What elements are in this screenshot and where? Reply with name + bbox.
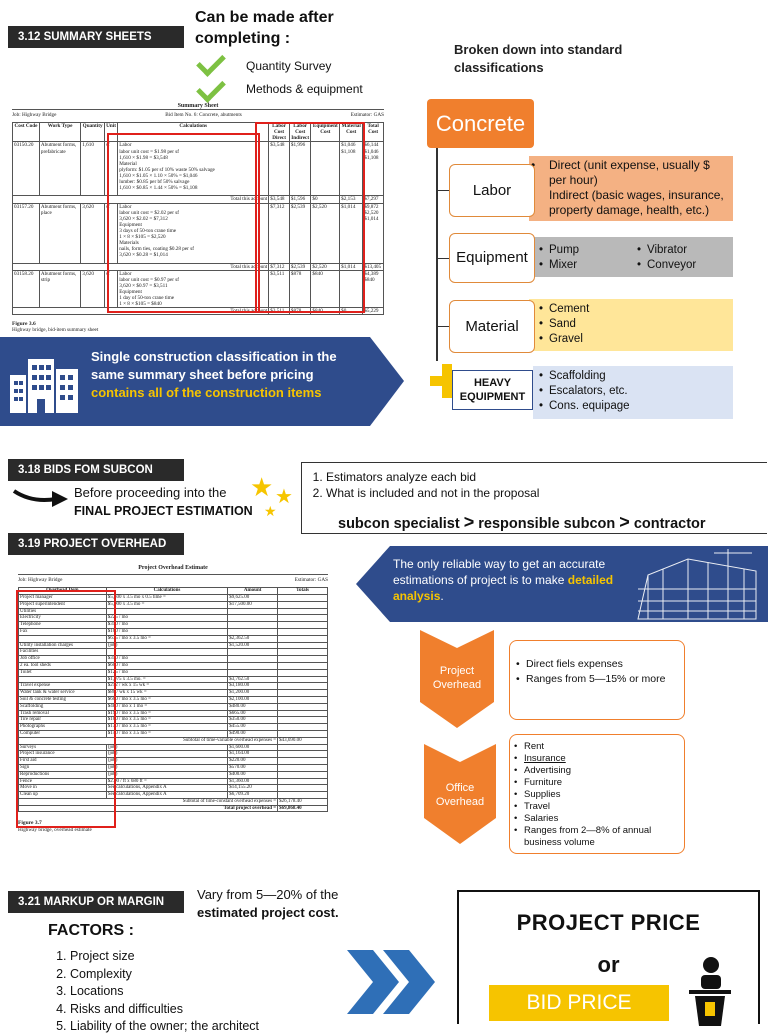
cell-totals [278, 751, 328, 758]
cell-code: 03150.20 [13, 142, 40, 196]
cell-totals [278, 676, 328, 683]
cell-amount [228, 662, 278, 669]
cell-totals [278, 635, 328, 642]
cell-unit: sf [104, 203, 117, 263]
heavy-item-scaffolding: • Scaffolding [537, 369, 733, 384]
cell-item: Trash removal [19, 710, 107, 717]
labor-details-box [529, 156, 733, 221]
cell-item: Fax [19, 628, 107, 635]
cell-amount: $1,164.00 [228, 751, 278, 758]
header-cost-code: Cost Code [13, 123, 40, 142]
equipment-details-box [529, 237, 733, 277]
section-label-3-21: 3.21 MARKUP OR MARGIN [8, 891, 184, 913]
cell-totals [278, 683, 328, 690]
cell-totals [278, 628, 328, 635]
cell-totals [278, 764, 328, 771]
final-estimation-text: FINAL PROJECT ESTIMATION [74, 504, 253, 518]
cell-amount [228, 628, 278, 635]
subtotal2-value: $26,178.40 [278, 798, 328, 805]
before-proceeding-text: Before proceeding into the [74, 485, 227, 500]
summary-sheet-estimator: Estimator: GAS [350, 112, 384, 119]
star-icon: ★ [250, 472, 274, 502]
office-overhead-item: • Rent [512, 741, 682, 753]
office-overhead-item: • Insurance [512, 753, 682, 765]
factors-title: FACTORS : [48, 922, 134, 939]
cell-indirect: $2,539 [289, 203, 311, 263]
vary-line1: Vary from 5—20% of the [197, 887, 339, 902]
cell-item: Electricity [19, 615, 107, 622]
star-icon: ★ [275, 486, 293, 508]
summary-heading-line1: Can be made after [195, 9, 334, 26]
cell-calc: $130 / mo x 3.5 mo = [106, 724, 228, 731]
bid-price-text: BID PRICE [489, 985, 669, 1021]
highlight-box-calculations [107, 133, 260, 313]
cell-calc: See calculations, Appendix A [106, 785, 228, 792]
cell-calc: $125 / mo [106, 669, 228, 676]
tree-connector [437, 190, 449, 191]
star-icon: ★ [264, 503, 277, 519]
cell-totals [278, 594, 328, 601]
subtotal-cell: $1,596 [289, 196, 311, 203]
header-material-cost: Material Cost [340, 123, 363, 142]
project-overhead-item-direct: • Direct fiels expenses [514, 657, 684, 672]
cell-qty: 1,610 [81, 142, 105, 196]
cell-amount: $400.00 [228, 771, 278, 778]
summary-sheet-job: Job: Highway Bridge [12, 112, 57, 119]
cell-totals [278, 662, 328, 669]
subtotal-cell: $840 [311, 308, 340, 315]
cell-calc: $600 / mo [106, 662, 228, 669]
cell-item: Surveys [19, 744, 107, 751]
cell-type: Abutment forms, prefabricate [39, 142, 80, 196]
cell-amount: $570.00 [228, 764, 278, 771]
cell-totals [278, 649, 328, 656]
cell-item: Reproductions [19, 771, 107, 778]
cell-item: Project insurance [19, 751, 107, 758]
office-overhead-label-line2: Overhead [435, 796, 485, 808]
cell-amount: $1,520.00 [228, 642, 278, 649]
cell-calc: See calculations, Appendix A [106, 792, 228, 799]
subtotal-cell: $0 [311, 196, 340, 203]
factor-locations: 3. Locations [70, 983, 259, 1001]
cell-calc: $190 / mo x 3.5 mo = [106, 710, 228, 717]
equipment-item-vibrator: • Vibrator [635, 243, 696, 258]
material-item-gravel: • Gravel [537, 332, 733, 347]
subtotal-label: Total this account [13, 196, 269, 203]
chain-contractor: contractor [633, 516, 706, 532]
subcon-list-item-2: 2. What is included and not in the proposal [326, 485, 539, 501]
cell-calc: $140 / mo x 3.5 mo = [106, 730, 228, 737]
building-sketch-icon [628, 549, 766, 621]
cell-code: 03157.20 [13, 203, 40, 263]
cell-calc: $1,075 x 3.5 mo. = [106, 676, 228, 683]
summary-banner-plain: Single construction classification in the same summary sheet before pricing [91, 349, 337, 382]
cell-qty: 3,620 [81, 270, 105, 308]
equipment-item-conveyor: • Conveyor [635, 258, 696, 273]
overhead-sheet-title: Project Overhead Estimate [18, 565, 328, 575]
material-item-sand: • Sand [537, 317, 733, 332]
project-price-box [457, 890, 760, 1024]
factor-liability: 5. Liability of the owner; the architect [70, 1018, 259, 1036]
subtotal-cell: $1,014 [340, 263, 363, 270]
chain-subcon-specialist: subcon specialist [338, 516, 460, 532]
labor-item-direct: • Direct (unit expense, usually $ per hour) [529, 158, 729, 188]
summary-banner-text [91, 348, 359, 402]
cell-totals [278, 690, 328, 697]
material-details-box [529, 299, 733, 351]
check-item-methods: Methods & equipment [246, 82, 363, 96]
cell-item: Clean up [19, 792, 107, 799]
subtotal-cell: $3,511 [269, 308, 290, 315]
cell-calc: $350 / mo [106, 656, 228, 663]
office-overhead-item: • Advertising [512, 765, 682, 777]
cell-amount [228, 608, 278, 615]
price-or-text: or [597, 952, 620, 977]
cell-mat: $1,014 [340, 203, 363, 263]
equipment-item-mixer: • Mixer [537, 258, 579, 273]
cell-amount [228, 656, 278, 663]
cell-calc: $80 / wk x 15 wk = [106, 690, 228, 697]
cell-calc: $350 / mo [106, 622, 228, 629]
cell-totals [278, 669, 328, 676]
office-overhead-label [424, 781, 496, 809]
header-labor-direct: Labor Cost Direct [269, 123, 290, 142]
equipment-pill: Equipment [449, 233, 535, 283]
subtotal-cell: $13,405 [363, 263, 384, 270]
cell-calc: $225 / mo [106, 615, 228, 622]
header-calculations: Calculations [118, 123, 269, 142]
subtotal-cell: $0 [340, 308, 363, 315]
highlight-box-costs [255, 122, 365, 313]
factor-risks: 4. Risks and difficulties [70, 1001, 259, 1019]
header-total-cost: Total Cost [363, 123, 384, 142]
cell-calc: $212 / wk x 15 wk = [106, 683, 228, 690]
factor-project-size: 1. Project size [70, 948, 259, 966]
cell-totals [278, 696, 328, 703]
cell-calc: $480 / mo x 1 mo = [106, 703, 228, 710]
cell-item: Travel expense [19, 683, 107, 690]
cell-calc: $600 / mo x 3.5 mo = [106, 696, 228, 703]
subtotal-cell: $878 [289, 308, 311, 315]
material-item-cement: • Cement [537, 302, 733, 317]
cell-amount [228, 615, 278, 622]
cell-calc [106, 608, 228, 615]
cell-totals [278, 758, 328, 765]
broken-down-text: Broken down into standard classifications [454, 42, 623, 75]
subtotal-cell: $7,312 [269, 263, 290, 270]
summary-sheet-bid-item: Bid Item No. 6: Concrete, abutments [165, 112, 242, 119]
curved-arrow-icon [12, 485, 70, 511]
cell-amount: $2,100.00 [228, 696, 278, 703]
cell-item: Job office [19, 656, 107, 663]
cell-equip: $840 [311, 270, 340, 308]
subtotal-cell: $2,539 [289, 263, 311, 270]
check-icon [196, 47, 226, 77]
subcon-list-item-1: 1. Estimators analyze each bid [326, 469, 539, 485]
cell-totals [278, 771, 328, 778]
office-overhead-item: • Travel [512, 801, 682, 813]
cell-amount: $3,762.50 [228, 676, 278, 683]
double-chevron-icon [345, 950, 437, 1014]
project-overhead-details [509, 640, 685, 720]
project-price-text: PROJECT PRICE [516, 910, 701, 935]
overhead-banner-plain: The only reliable way to get an accurate estimations of project is to make [393, 557, 606, 587]
cell-item: 2 ea. tool sheds [19, 662, 107, 669]
cell-item: Telephone [19, 622, 107, 629]
cell-unit: sf [104, 142, 117, 196]
cell-totals [278, 615, 328, 622]
cell-item: Move in [19, 785, 107, 792]
cell-calc: $100 / mo [106, 628, 228, 635]
cell-item: Photographs [19, 724, 107, 731]
cell-totals [278, 656, 328, 663]
material-pill: Material [449, 300, 535, 353]
labor-item-indirect: • Indirect (basic wages, insurance, property damage, health, etc.) [529, 188, 729, 218]
summary-heading-line2: completing : [195, 30, 291, 47]
cell-amount: $9,625.00 [228, 594, 278, 601]
cell-amount: $1,600.00 [228, 744, 278, 751]
header-labor-indirect: Labor Cost Indirect [291, 123, 310, 142]
cell-calc: (job) [106, 642, 228, 649]
cell-mat: $1,046 $1,108 [340, 142, 363, 196]
cell-unit: sf [104, 270, 117, 308]
overhead-figure-label: Figure 3.7 [18, 820, 42, 827]
cell-total: $4,389 $840 [363, 270, 384, 308]
heavy-label-line1: HEAVY [473, 377, 512, 389]
header-work-type: Work Type [39, 123, 80, 142]
overhead-sheet-job: Job: Highway Bridge [18, 577, 63, 584]
tree-connector [437, 326, 449, 327]
heavy-equipment-details-box [533, 366, 733, 419]
check-icon [196, 73, 226, 103]
overhead-sheet-estimator: Estimator: GAS [294, 577, 328, 584]
cell-calc: Labor labor unit cost = $2.02 per sf 3,620 × $2.02 = $7,312 Equipment 3 days of 50-ton crane time 1 × 8 × $105 = $2,520 Materials nails, form ties, coating $0.28 per sf 3,620 × $0.28 = $1,014 [118, 203, 269, 263]
overhead-banner-text [393, 556, 623, 604]
section-label-3-18: 3.18 BIDS FOM SUBCON [8, 459, 184, 481]
cell-calc: (job) [106, 764, 228, 771]
buildings-icon [8, 355, 80, 415]
chain-responsible-subcon: responsible subcon [478, 516, 616, 532]
cell-total: $9,872 $2,520 $1,014 [363, 203, 384, 263]
cell-item: Tire repair [19, 717, 107, 724]
cell-amount [228, 669, 278, 676]
cell-amount: $1,200.00 [228, 690, 278, 697]
cell-item: Water tank & water service [19, 690, 107, 697]
header-unit: Unit [104, 123, 117, 142]
chain-arrow: > [463, 512, 475, 532]
cell-calc: $2.00 / ft x 680 ft = [106, 778, 228, 785]
cell-amount: $350.00 [228, 717, 278, 724]
header-totals: Totals [278, 588, 328, 595]
total-label: Total project overhead = [19, 805, 278, 812]
section-label-3-19: 3.19 PROJECT OVERHEAD [8, 533, 184, 555]
equipment-item-pump: • Pump [537, 243, 579, 258]
heavy-item-cons-equipage: • Cons. equipage [537, 399, 733, 414]
overhead-figure-caption: Highway bridge, overhead estimate [18, 826, 92, 833]
cell-calc: (job) [106, 771, 228, 778]
cell-equip: $2,520 [311, 203, 340, 263]
cell-item: Computer [19, 730, 107, 737]
office-overhead-details [509, 734, 685, 854]
cell-item: Sign [19, 764, 107, 771]
subtotal-cell: $7,297 [363, 196, 384, 203]
subtotal1-label: Subtotal of time-variable overhead expenses = [19, 737, 278, 744]
header-amount: Amount [228, 588, 278, 595]
cell-item: Scaffolding [19, 703, 107, 710]
cell-calc: $5,000 x 3.5 mo = [106, 601, 228, 608]
cell-type: Abutment forms, strip [39, 270, 80, 308]
cell-total: $6,144 $1,046 $1,108 [363, 142, 384, 196]
labor-pill: Labor [449, 164, 535, 217]
cell-type: Abutment forms, place [39, 203, 80, 263]
summary-heading [195, 7, 334, 49]
cell-item: Project manager [19, 594, 107, 601]
office-overhead-label-line1: Office [445, 782, 475, 794]
cell-amount: $17,500.00 [228, 601, 278, 608]
cell-amount: $2,362.50 [228, 635, 278, 642]
cell-amount: $665.00 [228, 710, 278, 717]
cell-item: First aid [19, 758, 107, 765]
chain-arrow: > [619, 512, 630, 532]
subtotal-label: Total this account [13, 308, 269, 315]
cell-totals [278, 730, 328, 737]
cell-calc: Labor labor unit cost = $1.98 per sf 1,610 × $1.98 = $3,548 Material plyform: $1.05 per sf 10% waste 50% salvage 1,610 × $1.05 × 1.10 × 50% = $1,046 lumber: $0.85 per bf 50% salvage 1,610 × $0.85 × 1.44 × 50% = $1,108 [118, 142, 269, 196]
cell-calc: (job) [106, 751, 228, 758]
cell-amount [228, 649, 278, 656]
cell-totals [278, 710, 328, 717]
subtotal-cell: $5,229 [363, 308, 384, 315]
cell-totals [278, 622, 328, 629]
cell-direct: $3,511 [269, 270, 290, 308]
check-item-quantity-survey: Quantity Survey [246, 59, 332, 73]
summary-banner-highlight: contains all of the construction items [91, 385, 322, 400]
speaker-podium-icon [687, 956, 733, 1026]
vary-text [197, 886, 339, 922]
header-quantity: Quantity [81, 123, 105, 142]
cell-item: Soil & concrete testing [19, 696, 107, 703]
cell-indirect: $1,996 [289, 142, 311, 196]
cell-calc: Labor labor unit cost = $0.97 per sf 3,620 × $0.97 = $3,511 Equipment 1 day of 50-ton crane time 1 × 8 × $105 = $840 [118, 270, 269, 308]
cell-item: Toilet [19, 669, 107, 676]
cell-indirect: $878 [289, 270, 311, 308]
office-overhead-item: • Ranges from 2—8% of annual business volume [512, 825, 682, 849]
total-value: $69,868.40 [278, 805, 328, 812]
cell-totals [278, 642, 328, 649]
cell-totals [278, 601, 328, 608]
summary-figure-label: Figure 3.6 [12, 321, 36, 328]
cell-direct: $7,312 [269, 203, 290, 263]
subtotal-cell: $3,548 [269, 196, 290, 203]
header-equipment-cost: Equipment Cost [311, 123, 340, 142]
cell-totals [278, 792, 328, 799]
cell-amount: $455.00 [228, 724, 278, 731]
factor-complexity: 2. Complexity [70, 966, 259, 984]
cell-totals [278, 785, 328, 792]
cell-totals [278, 778, 328, 785]
cell-calc: $675 / mo x 3.5 mo = [106, 635, 228, 642]
cell-code: 03158.20 [13, 270, 40, 308]
cell-calc: (job) [106, 758, 228, 765]
cell-amount: $6,709.20 [228, 792, 278, 799]
overhead-banner-highlight: detailed analysis [393, 573, 614, 603]
office-overhead-item: • Salaries [512, 813, 682, 825]
cell-item: Fence [19, 778, 107, 785]
tree-connector [437, 258, 449, 259]
heavy-item-escalators: • Escalators, etc. [537, 384, 733, 399]
cell-amount: $3,180.00 [228, 683, 278, 690]
cell-totals [278, 703, 328, 710]
project-overhead-label-line2: Overhead [432, 679, 482, 691]
overhead-banner-end: . [440, 589, 444, 603]
concrete-box: Concrete [427, 99, 534, 148]
cell-amount: $480.00 [228, 703, 278, 710]
cell-totals [278, 724, 328, 731]
header-overhead-item: Overhead Item [19, 588, 107, 595]
summary-figure-caption: Highway bridge, bid-item summary sheet [12, 327, 99, 334]
cell-item: Utilities [19, 608, 107, 615]
cell-calc: $5,500 x 3.5 mo x 0.5 time = [106, 594, 228, 601]
cell-calc: (job) [106, 744, 228, 751]
cell-item: Utility installation charges [19, 642, 107, 649]
cell-totals [278, 744, 328, 751]
cell-calc [106, 649, 228, 656]
subtotal-label: Total this account [13, 263, 269, 270]
cell-totals [278, 608, 328, 615]
cell-calc: $100 / mo x 3.5 mo = [106, 717, 228, 724]
cell-item: Facilities [19, 649, 107, 656]
cell-amount [228, 622, 278, 629]
heavy-label-line2: EQUIPMENT [459, 391, 526, 403]
summary-sheet-title: Summary Sheet [12, 103, 384, 110]
subtotal1-value: $43,690.00 [278, 737, 328, 744]
cell-item: Project superintendent [19, 601, 107, 608]
subtotal-cell: $2,520 [311, 263, 340, 270]
project-overhead-label-line1: Project [439, 665, 475, 677]
cell-amount: $220.00 [228, 758, 278, 765]
cell-amount: $490.00 [228, 730, 278, 737]
vary-line2: estimated project cost. [197, 905, 339, 920]
cell-direct: $3,548 [269, 142, 290, 196]
project-overhead-item-range: • Ranges from 5—15% or more [514, 672, 684, 687]
project-overhead-label [420, 664, 494, 692]
subtotal-cell: $2,153 [340, 196, 363, 203]
office-overhead-item: • Supplies [512, 789, 682, 801]
cell-totals [278, 717, 328, 724]
factors-list [48, 948, 259, 1036]
heavy-equipment-pill [452, 370, 533, 410]
cell-amount: $1,360.00 [228, 778, 278, 785]
subtotal2-label: Subtotal of time-constant overhead expenses = [19, 798, 278, 805]
office-overhead-item: • Furniture [512, 777, 682, 789]
header-calculations: Calculations [106, 588, 228, 595]
subcon-box [301, 462, 767, 534]
section-label-3-12: 3.12 SUMMARY SHEETS [8, 26, 184, 48]
subcon-chain [338, 512, 706, 533]
highlight-box-overhead-items [16, 590, 116, 828]
cell-amount: $14,155.20 [228, 785, 278, 792]
cell-qty: 3,620 [81, 203, 105, 263]
